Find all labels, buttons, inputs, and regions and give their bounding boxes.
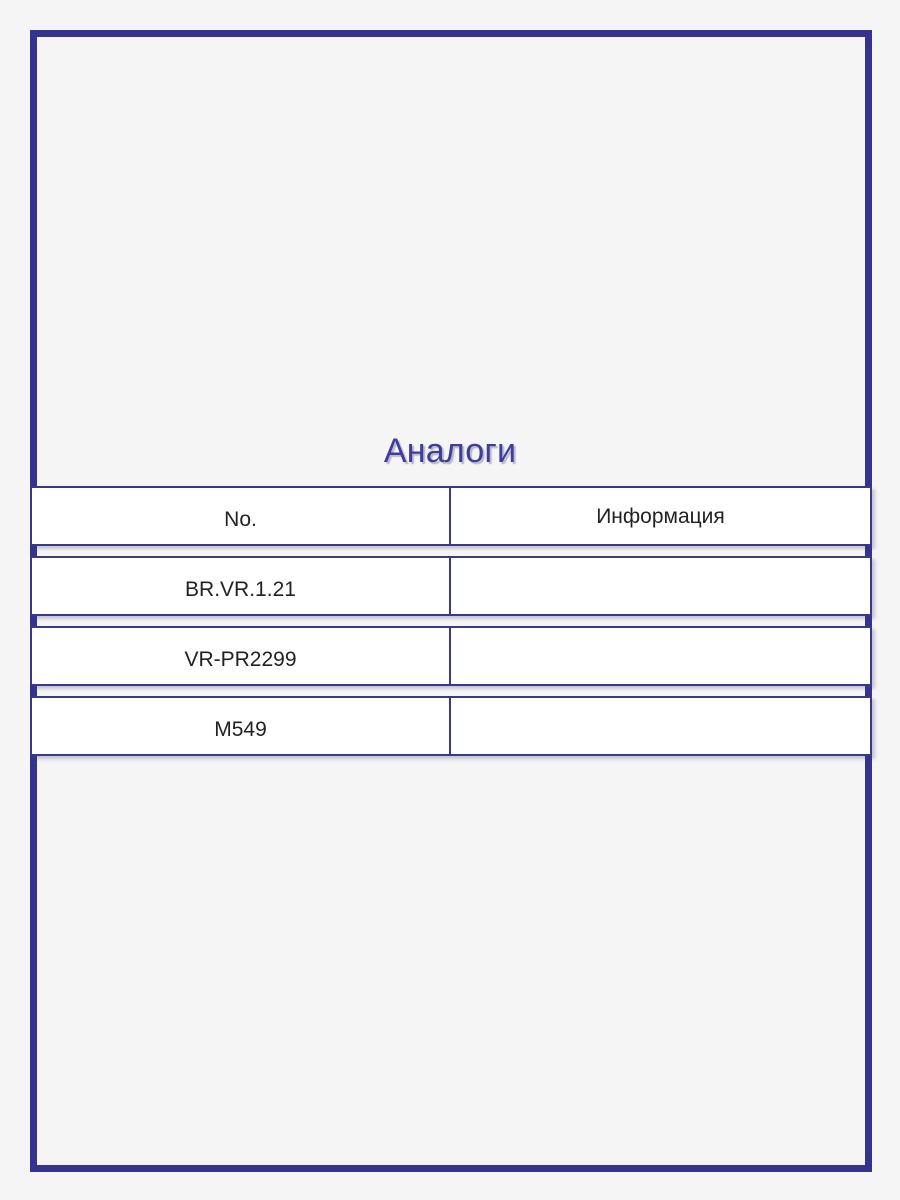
- header-info: Информация: [596, 505, 725, 528]
- page-title: Аналоги: [383, 432, 517, 470]
- analogs-table: [30, 486, 872, 766]
- row-no-cell: BR.VR.1.21: [32, 558, 451, 614]
- row-no-cell: VR-PR2299: [32, 628, 451, 684]
- row-info-cell: [451, 698, 870, 754]
- table-row: [30, 626, 872, 686]
- table-header-row: [30, 486, 872, 546]
- row-no-cell: M549: [32, 698, 451, 754]
- table-row: [30, 556, 872, 616]
- header-no: No.: [32, 488, 451, 544]
- row-info-cell: [451, 628, 870, 684]
- table-row: [30, 696, 872, 756]
- row-info-cell: [451, 558, 870, 614]
